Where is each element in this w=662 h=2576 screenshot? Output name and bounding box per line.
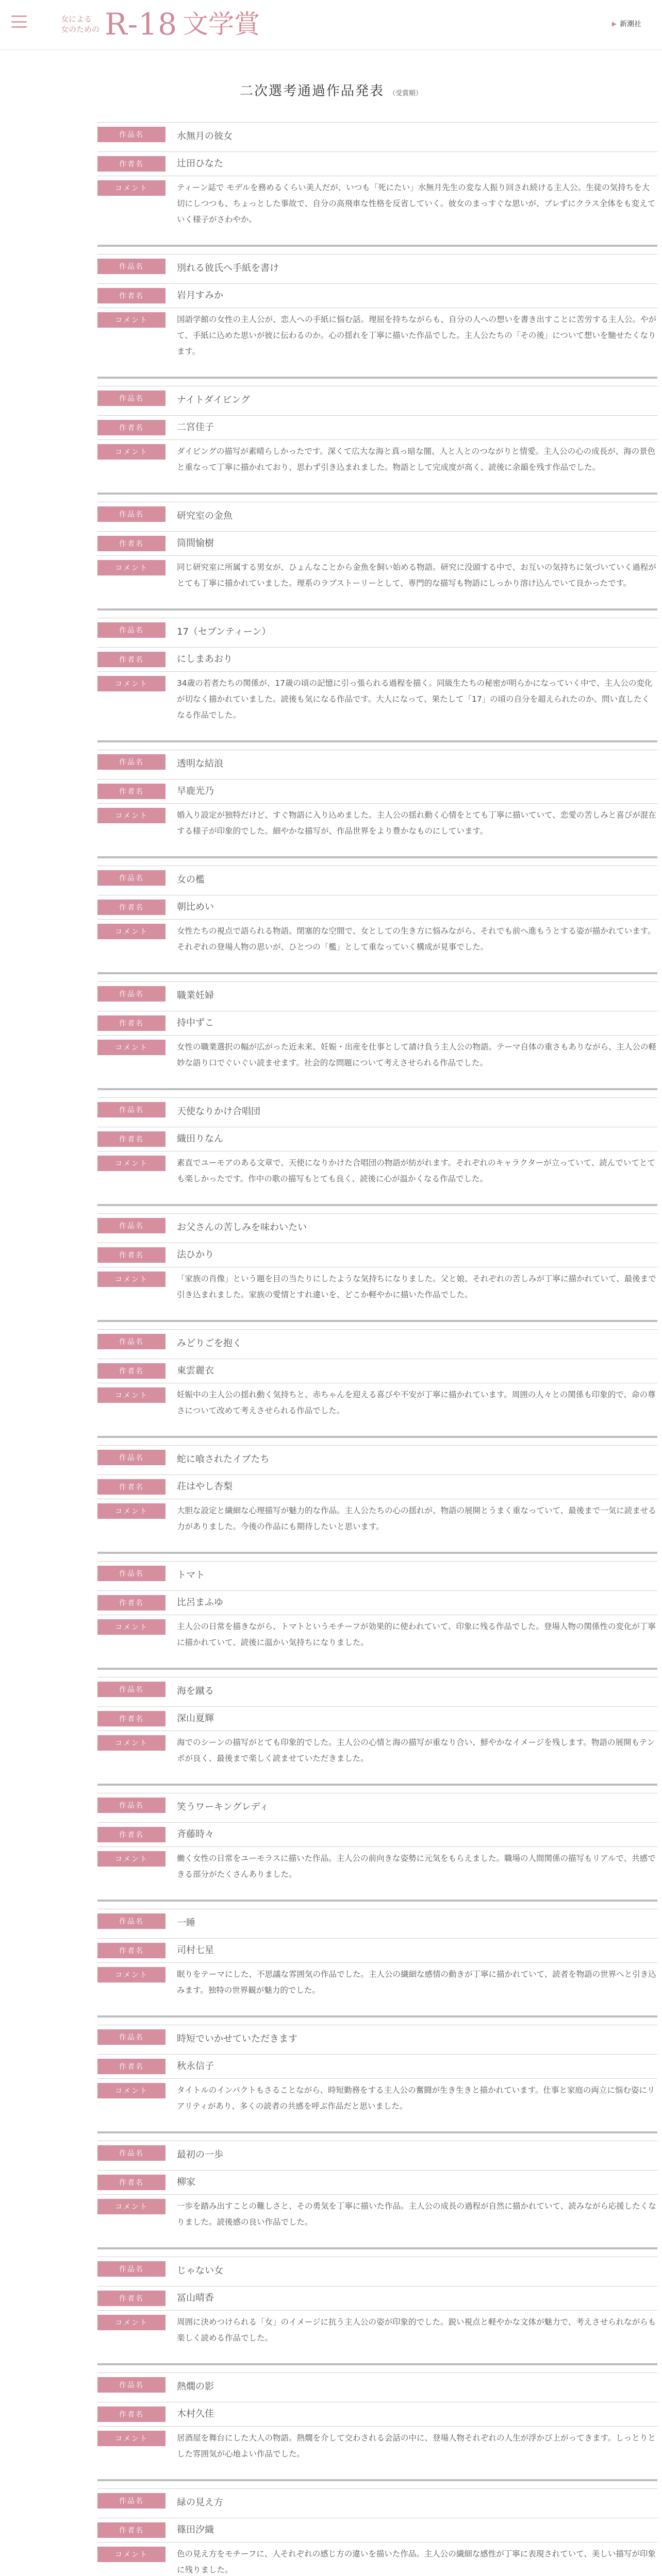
comment-label-tag: コメント bbox=[97, 560, 166, 575]
work-title: 17（セブンティーン） bbox=[177, 626, 271, 637]
work-title-row bbox=[97, 1561, 657, 1590]
work-comment-row bbox=[97, 176, 657, 231]
comment-label-tag: コメント bbox=[97, 180, 166, 196]
work-comment: 色の見え方をモチーフに、人それぞれの感じ方の違いを描いた作品。主人公の繊細な感性が丁寧に表現されていて、美しい描写が印象に残りました。 bbox=[177, 2549, 656, 2574]
author-label-tag: 作者名 bbox=[97, 1595, 166, 1611]
work-title: 熱燗の影 bbox=[177, 2381, 214, 2392]
author-label-tag: 作者名 bbox=[97, 652, 166, 667]
work-author: 法ひかり bbox=[177, 1249, 214, 1260]
comment-label-tag: コメント bbox=[97, 1967, 166, 1982]
work-comment: ティーン誌で モデルを務めるくらい美人だが、いつも「死にたい」水無月先生の変な人振り回され続ける主人公。生徒の気持ちを大切にしつつも、ちょっとした事故で、自分の高飛車な性格を反省していく。彼女のまっすぐな思いが、ブレずにクラス全体をも変えていく様子がさわやか。 bbox=[177, 183, 656, 224]
work-title: 笑うワーキングレディ bbox=[177, 1802, 269, 1812]
title-label-tag: 作品名 bbox=[97, 986, 166, 1002]
work-author: 早鹿光乃 bbox=[177, 786, 214, 796]
title-label-tag: 作品名 bbox=[97, 622, 166, 638]
work-comment-row bbox=[97, 2542, 657, 2576]
work-author-row bbox=[97, 1011, 657, 1035]
work-title-row bbox=[97, 1793, 657, 1822]
comment-label-tag: コメント bbox=[97, 1272, 166, 1287]
work-comment-row bbox=[97, 1383, 657, 1422]
work-comment-row bbox=[97, 439, 657, 479]
work-title: 女の檻 bbox=[177, 874, 205, 885]
title-label-tag: 作品名 bbox=[97, 1682, 166, 1697]
work-title: 水無月の彼女 bbox=[177, 131, 233, 142]
work-entry bbox=[97, 502, 657, 611]
work-comment: 34歳の若者たちの関係が、17歳の頃の記憶に引っ張られる過程を描く。同級生たちの秘密が明らかになっていく中で、主人公の変化が切なく描かれていました。読後も気になる作品です。大人になって、果たして「17」の頃の自分を超えられたのか、問い直したくなる作品でした。 bbox=[177, 679, 653, 720]
work-author-row bbox=[97, 1475, 657, 1499]
work-author-row bbox=[97, 895, 657, 919]
logo-subtitle bbox=[61, 14, 100, 35]
work-title-row bbox=[97, 1213, 657, 1243]
work-title-row bbox=[97, 1677, 657, 1706]
logo-main: R-18 bbox=[105, 7, 178, 42]
comment-label-tag: コメント bbox=[97, 1040, 166, 1055]
comment-label-tag: コメント bbox=[97, 2083, 166, 2098]
work-comment: 眠りをテーマにした、不思議な雰囲気の作品でした。主人公の繊細な感情の動きが丁寧に描かれていて、読者を物語の世界へと引き込みます。独特の世界観が魅力的でした。 bbox=[177, 1970, 656, 1995]
page-heading bbox=[0, 80, 662, 99]
work-comment-row bbox=[97, 1267, 657, 1307]
work-author: 冨山晴香 bbox=[177, 2293, 214, 2303]
work-title-row bbox=[97, 2488, 657, 2518]
work-comment-row bbox=[97, 308, 657, 363]
comment-label-tag: コメント bbox=[97, 444, 166, 460]
work-entry bbox=[97, 1793, 657, 1902]
work-author-row bbox=[97, 2054, 657, 2078]
work-comment: 婚入り設定が独特だけど、すぐ物語に入り込めました。主人公の揺れ動く心情をとても丁寧に描いていて、恋愛の苦しみと喜びが混在する様子が印象的でした。細やかな描写が、作品世界をより豊かなものにしています。 bbox=[177, 810, 656, 836]
work-author-row bbox=[97, 647, 657, 671]
work-author-row bbox=[97, 1359, 657, 1383]
comment-label-tag: コメント bbox=[97, 924, 166, 939]
work-author: 辻田ひなた bbox=[177, 158, 223, 169]
work-author: 比呂まふゆ bbox=[177, 1597, 223, 1608]
comment-label-tag: コメント bbox=[97, 2547, 166, 2562]
work-title: みどりごを抱く bbox=[177, 1338, 242, 1349]
work-author-row bbox=[97, 1127, 657, 1151]
author-label-tag: 作者名 bbox=[97, 1827, 166, 1842]
work-entry bbox=[97, 618, 657, 742]
work-author: 岩月すみか bbox=[177, 290, 223, 301]
work-entry bbox=[97, 1909, 657, 2018]
comment-label-tag: コメント bbox=[97, 2315, 166, 2330]
work-author: 荘はやし杏梨 bbox=[177, 1481, 233, 1492]
work-comment-row bbox=[97, 671, 657, 727]
work-title: 天使なりかけ合唱団 bbox=[177, 1106, 260, 1117]
work-author: 持中ずこ bbox=[177, 1018, 214, 1028]
work-entry bbox=[97, 1329, 657, 1438]
work-author: 秋永信子 bbox=[177, 2061, 214, 2072]
work-author-row bbox=[97, 151, 657, 176]
work-comment: 「家族の肖像」という題を目の当たりにしたような気持ちになりました。父と娘、それぞれの苦しみが丁寧に描かれていて、最後まで引き込まれました。家族の愛情とすれ違いを、どこか軽やかに描いた作品でした。 bbox=[177, 1274, 656, 1299]
work-comment-row bbox=[97, 555, 657, 595]
work-author: 司村七星 bbox=[177, 1945, 214, 1956]
work-comment-row bbox=[97, 919, 657, 959]
author-label-tag: 作者名 bbox=[97, 2522, 166, 2538]
title-label-tag: 作品名 bbox=[97, 1334, 166, 1349]
work-title: ナイトダイビング bbox=[177, 395, 251, 405]
work-author-row bbox=[97, 779, 657, 803]
work-entry bbox=[97, 1445, 657, 1554]
comment-label-tag: コメント bbox=[97, 1503, 166, 1519]
author-label-tag: 作者名 bbox=[97, 1247, 166, 1263]
author-label-tag: 作者名 bbox=[97, 2406, 166, 2422]
work-entry bbox=[97, 2141, 657, 2249]
work-entry bbox=[97, 1677, 657, 1786]
work-comment-row bbox=[97, 2310, 657, 2350]
arrow-right-icon: ▶ bbox=[611, 20, 617, 27]
work-comment: ダイビングの描写が素晴らしかったです。深くて広大な海と真っ暗な闇、人と人とのつながりと情愛。主人公の心の成長が、海の景色と重なって丁寧に描かれており、思わず引き込まれました。物語として完成度が高く、読後に余韻を残す作品でした。 bbox=[177, 447, 656, 472]
comment-label-tag: コメント bbox=[97, 1619, 166, 1635]
work-title-row bbox=[97, 2025, 657, 2054]
work-title-row bbox=[97, 386, 657, 415]
work-title-row bbox=[97, 866, 657, 895]
work-comment-row bbox=[97, 1615, 657, 1654]
work-comment: 国語学館の女性の主人公が、恋人への手紙に悩む話。理屈を持ちながらも、自分の人への想いを書き出すことに苦労する主人公。やがて、手紙に込めた思いが彼に伝わるのか。心の揺れを丁寧に描いた作品でした。主人公たちの「その後」について想いを馳せたくなります。 bbox=[177, 315, 657, 356]
work-title: じゃない女 bbox=[177, 2265, 223, 2276]
work-title: 一睡 bbox=[177, 1918, 195, 1928]
work-author-row bbox=[97, 1590, 657, 1615]
work-title-row bbox=[97, 1329, 657, 1359]
author-label-tag: 作者名 bbox=[97, 1711, 166, 1726]
title-label-tag: 作品名 bbox=[97, 506, 166, 522]
title-label-tag: 作品名 bbox=[97, 1450, 166, 1465]
work-comment: 女性の職業選択の幅が広がった近未来、妊娠・出産を仕事として請け負う主人公の物語。テーマ自体の重さもありながら、主人公の軽妙な語り口でぐいぐい読ませます。社会的な問題について考えさせられる作品でした。 bbox=[177, 1042, 657, 1067]
title-label-tag: 作品名 bbox=[97, 2377, 166, 2393]
work-title: 職業妊婦 bbox=[177, 990, 214, 1001]
title-label-tag: 作品名 bbox=[97, 2145, 166, 2161]
author-label-tag: 作者名 bbox=[97, 288, 166, 303]
work-comment: 一歩を踏み出すことの難しさと、その勇気を丁寧に描いた作品。主人公の成長の過程が自然に描かれていて、読みながら応援したくなりました。読後感の良い作品でした。 bbox=[177, 2201, 656, 2227]
work-title: 海を蹴る bbox=[177, 1686, 214, 1697]
work-author-row bbox=[97, 2286, 657, 2310]
work-title: トマト bbox=[177, 1570, 205, 1581]
work-comment-row bbox=[97, 803, 657, 843]
comment-label-tag: コメント bbox=[97, 312, 166, 328]
work-author: 朝比めい bbox=[177, 902, 214, 912]
work-title: お父さんの苦しみを味わいたい bbox=[177, 1222, 307, 1233]
page-title-note: （受賞順） bbox=[389, 90, 423, 97]
work-title-row bbox=[97, 2372, 657, 2402]
author-label-tag: 作者名 bbox=[97, 2175, 166, 2190]
work-author: 東雲麗衣 bbox=[177, 1365, 214, 1376]
page-title: 二次選考通過作品発表 bbox=[239, 83, 384, 99]
logo-sub-bottom: 女のための bbox=[61, 25, 100, 34]
work-title: 蛇に喰されたイブたち bbox=[177, 1454, 270, 1465]
work-title: 緑の見え方 bbox=[177, 2497, 223, 2508]
author-label-tag: 作者名 bbox=[97, 1943, 166, 1958]
work-comment: 女性たちの視点で語られる物語。閉塞的な空間で、女としての生き方に悩みながら、それでも前へ進もうとする姿が描かれています。それぞれの登場人物の思いが、ひとつの「檻」として重なっていく構成が見事でした。 bbox=[177, 926, 656, 952]
work-comment: 同じ研究室に所属する男女が、ひょんなことから金魚を飼い始める物語。研究に没頭する中で、お互いの気持ちに気づいていく過程がとても丁寧に描かれていました。理系のラブストーリーとして、専門的な描写も物語にしっかり溶け込んでいて良かったです。 bbox=[177, 563, 656, 588]
author-label-tag: 作者名 bbox=[97, 2059, 166, 2074]
comment-label-tag: コメント bbox=[97, 1387, 166, 1403]
title-label-tag: 作品名 bbox=[97, 2029, 166, 2045]
author-label-tag: 作者名 bbox=[97, 1015, 166, 1031]
author-label-tag: 作者名 bbox=[97, 900, 166, 915]
work-author-row bbox=[97, 531, 657, 555]
author-label-tag: 作者名 bbox=[97, 784, 166, 799]
work-title-row bbox=[97, 618, 657, 647]
author-label-tag: 作者名 bbox=[97, 2291, 166, 2306]
comment-label-tag: コメント bbox=[97, 1851, 166, 1867]
work-author-row bbox=[97, 1243, 657, 1267]
work-author-row bbox=[97, 1822, 657, 1846]
work-title-row bbox=[97, 1097, 657, 1127]
logo-sub-top: 女による bbox=[61, 14, 92, 24]
comment-label-tag: コメント bbox=[97, 1735, 166, 1751]
menu-icon[interactable] bbox=[11, 15, 27, 28]
work-comment: 大胆な設定と繊細な心理描写が魅力的な作品。主人公たちの心の揺れが、物語の展開とうまく重なっていて、最後まで一気に読ませる力がありました。今後の作品にも期待したいと思います。 bbox=[177, 1506, 656, 1531]
shinchosha-link-label: 新潮社 bbox=[620, 20, 641, 28]
shinchosha-link[interactable] bbox=[612, 19, 641, 29]
comment-label-tag: コメント bbox=[97, 808, 166, 823]
work-comment-row bbox=[97, 1962, 657, 2002]
work-title-row bbox=[97, 981, 657, 1011]
comment-label-tag: コメント bbox=[97, 1156, 166, 1171]
work-entry bbox=[97, 981, 657, 1090]
work-title-row bbox=[97, 2141, 657, 2170]
title-label-tag: 作品名 bbox=[97, 870, 166, 886]
work-author: 柳家 bbox=[177, 2177, 195, 2188]
work-title-row bbox=[97, 502, 657, 531]
work-comment: 素直でユーモアのある文章で、天使になりかけた合唱団の物語が紡がれます。それぞれのキャラクターが立っていて、読んでいてとても楽しかったです。作中の歌の描写もとても良く、読後に心が温かくなる作品でした。 bbox=[177, 1158, 655, 1183]
work-author-row bbox=[97, 283, 657, 308]
work-comment-row bbox=[97, 1035, 657, 1075]
author-label-tag: 作者名 bbox=[97, 1479, 166, 1495]
work-author: 二宮佳子 bbox=[177, 422, 214, 433]
work-author: 斉藤時々 bbox=[177, 1829, 214, 1840]
work-author-row bbox=[97, 2518, 657, 2542]
work-title: 透明な結浪 bbox=[177, 758, 223, 769]
work-author: 木村久佳 bbox=[177, 2409, 214, 2419]
site-logo[interactable] bbox=[61, 7, 260, 41]
work-entry bbox=[97, 750, 657, 858]
title-label-tag: 作品名 bbox=[97, 2261, 166, 2277]
work-comment: 周囲に決めつけられる「女」のイメージに抗う主人公の姿が印象的でした。鋭い視点と軽やかな文体が魅力で、考えさせられながらも楽しく読める作品でした。 bbox=[177, 2317, 656, 2343]
work-entry bbox=[97, 254, 657, 379]
work-comment: 海でのシーンの描写がとても印象的でした。主人公の心情と海の描写が重なり合い、鮮やかなイメージを残します。物語の展開もテンポが良く、最後まで楽しく読ませていただきました。 bbox=[177, 1738, 655, 1763]
work-entry bbox=[97, 866, 657, 974]
works-list bbox=[97, 122, 657, 2576]
comment-label-tag: コメント bbox=[97, 676, 166, 691]
work-title: 研究室の金魚 bbox=[177, 511, 233, 521]
work-entry bbox=[97, 2025, 657, 2133]
work-title-row bbox=[97, 122, 657, 151]
work-title-row bbox=[97, 254, 657, 283]
work-author-row bbox=[97, 415, 657, 439]
work-entry bbox=[97, 2257, 657, 2365]
work-comment: 主人公の日常を描きながら、トマトというモチーフが効果的に使われていて、印象に残る作品でした。登場人物の関係性の変化が丁寧に描かれていて、読後に温かい気持ちになりました。 bbox=[177, 1622, 656, 1647]
work-author: 深山夏輝 bbox=[177, 1713, 214, 1724]
work-title: 別れる彼氏へ手紙を書け bbox=[177, 263, 279, 274]
work-entry bbox=[97, 386, 657, 495]
work-author-row bbox=[97, 1938, 657, 1962]
site-header bbox=[0, 0, 662, 49]
title-label-tag: 作品名 bbox=[97, 1913, 166, 1929]
work-entry bbox=[97, 1213, 657, 1322]
work-entry bbox=[97, 1097, 657, 1206]
work-comment-row bbox=[97, 1151, 657, 1191]
work-entry bbox=[97, 1561, 657, 1670]
title-label-tag: 作品名 bbox=[97, 1102, 166, 1117]
work-comment-row bbox=[97, 1499, 657, 1538]
work-author-row bbox=[97, 1706, 657, 1731]
work-comment: 居酒屋を舞台にした大人の物語。熱燗を介して交わされる会話の中に、登場人物それぞれの人生が浮かび上がってきます。しっとりとした雰囲気が心地よい作品でした。 bbox=[177, 2433, 656, 2459]
work-comment-row bbox=[97, 1731, 657, 1770]
author-label-tag: 作者名 bbox=[97, 1363, 166, 1379]
work-comment-row bbox=[97, 2194, 657, 2234]
title-label-tag: 作品名 bbox=[97, 754, 166, 770]
title-label-tag: 作品名 bbox=[97, 1218, 166, 1233]
work-comment-row bbox=[97, 2078, 657, 2118]
work-entry bbox=[97, 122, 657, 247]
author-label-tag: 作者名 bbox=[97, 156, 166, 172]
work-title-row bbox=[97, 750, 657, 779]
title-label-tag: 作品名 bbox=[97, 1566, 166, 1581]
work-title-row bbox=[97, 2257, 657, 2286]
work-title-row bbox=[97, 1445, 657, 1475]
work-comment: 働く女性の日常をユーモラスに描いた作品。主人公の前向きな姿勢に元気をもらえました。職場の人間関係の描写もリアルで、共感できる部分がたくさんありました。 bbox=[177, 1854, 656, 1879]
title-label-tag: 作品名 bbox=[97, 127, 166, 142]
title-label-tag: 作品名 bbox=[97, 391, 166, 406]
work-title: 最初の一歩 bbox=[177, 2149, 223, 2160]
title-label-tag: 作品名 bbox=[97, 259, 166, 274]
work-author: 織田りなん bbox=[177, 1133, 223, 1144]
work-comment: タイトルのインパクトもさることながら、時短勤務をする主人公の奮闘が生き生きと描かれています。仕事と家庭の両立に悩む姿にリアリティがあり、多くの読者の共感を呼ぶ作品だと思いました。 bbox=[177, 2086, 655, 2111]
work-entry bbox=[97, 2372, 657, 2481]
work-author: にしまあおり bbox=[177, 654, 233, 665]
title-label-tag: 作品名 bbox=[97, 2493, 166, 2509]
work-comment-row bbox=[97, 1846, 657, 1886]
comment-label-tag: コメント bbox=[97, 2431, 166, 2446]
title-label-tag: 作品名 bbox=[97, 1798, 166, 1813]
work-author-row bbox=[97, 2402, 657, 2426]
work-comment-row bbox=[97, 2426, 657, 2466]
work-title: 時短でいかせていただきます bbox=[177, 2033, 297, 2044]
work-entry bbox=[97, 2488, 657, 2576]
work-title-row bbox=[97, 1909, 657, 1938]
work-author: 筒間愉樹 bbox=[177, 538, 214, 549]
work-author-row bbox=[97, 2170, 657, 2194]
author-label-tag: 作者名 bbox=[97, 420, 166, 435]
work-comment: 妊娠中の主人公の揺れ動く気持ちと、赤ちゃんを迎える喜びや不安が丁寧に描かれています。周囲の人々との関係も印象的で、命の尊さについて改めて考えさせられる作品でした。 bbox=[177, 1390, 656, 1415]
work-author: 篠田汐織 bbox=[177, 2524, 214, 2535]
author-label-tag: 作者名 bbox=[97, 1131, 166, 1147]
comment-label-tag: コメント bbox=[97, 2199, 166, 2214]
logo-title: 文学賞 bbox=[183, 9, 260, 39]
author-label-tag: 作者名 bbox=[97, 536, 166, 551]
